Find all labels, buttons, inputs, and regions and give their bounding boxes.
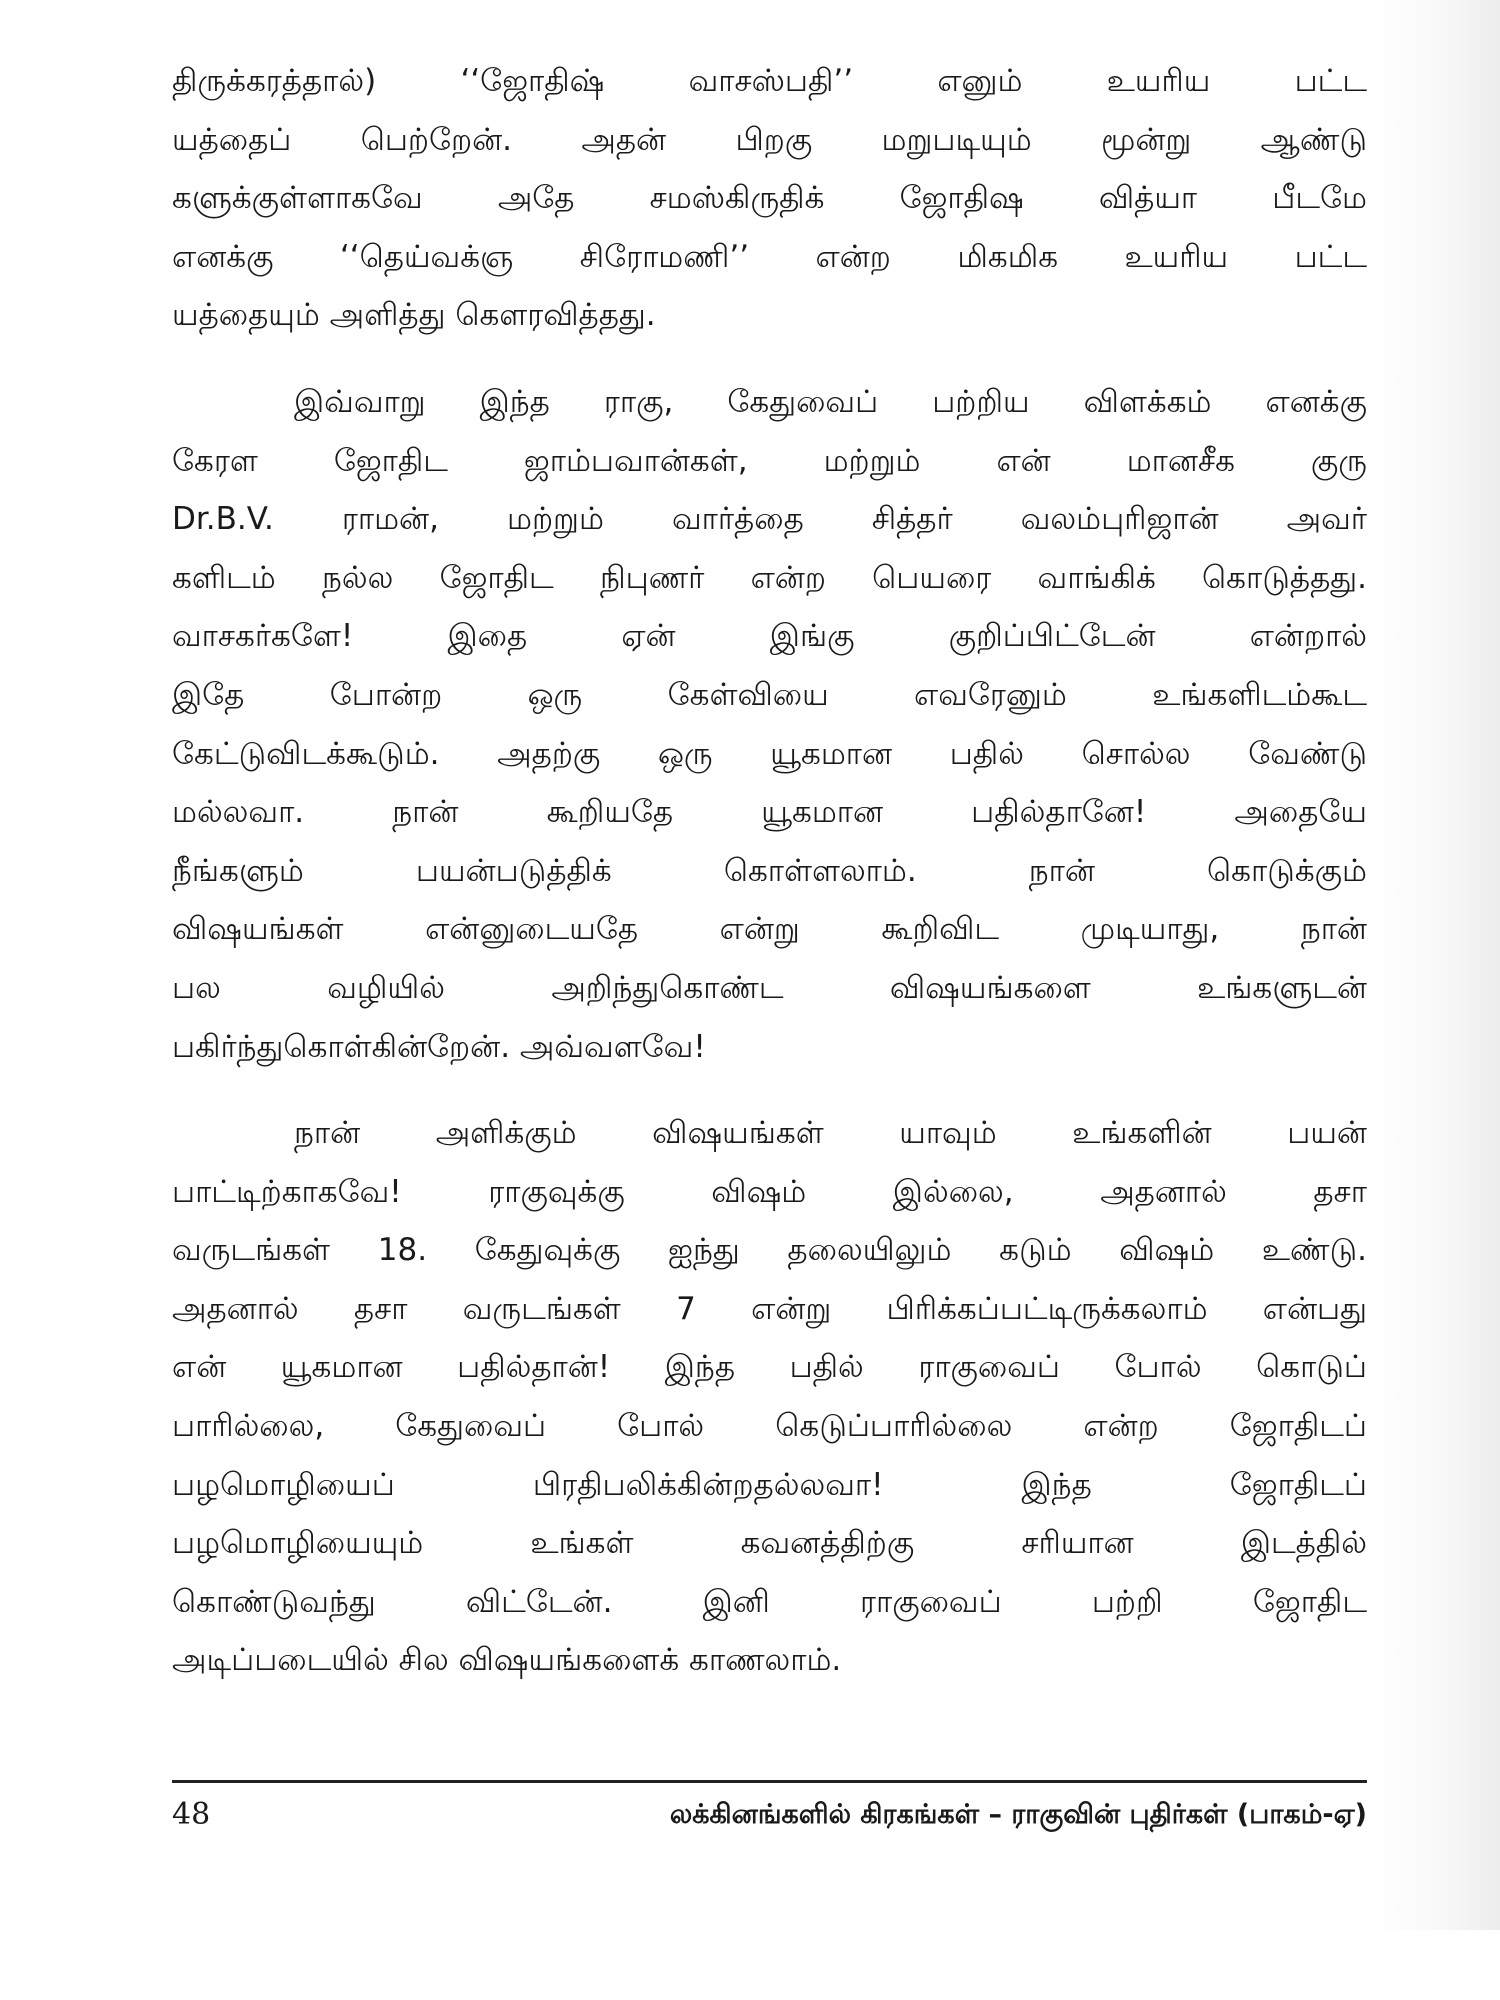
text-line: எனக்கு ‘‘தெய்வக்ஞ சிரோமணி’’ என்ற மிகமிக உயரிய பட்ட bbox=[172, 238, 1367, 275]
text-line: யத்தையும் அளித்து கௌரவித்தது. bbox=[172, 297, 656, 334]
text-line: வாசகர்களே! இதை ஏன் இங்கு குறிப்பிட்டேன் என்றால் bbox=[172, 618, 1367, 655]
text-line: நீங்களும் பயன்படுத்திக் கொள்ளலாம். நான் கொடுக்கும் bbox=[172, 852, 1367, 889]
paragraph-gap bbox=[172, 345, 1367, 373]
text-line: அதனால் தசா வருடங்கள் 7 என்று பிரிக்கப்பட்டிருக்கலாம் என்பது bbox=[172, 1290, 1367, 1327]
text-line: அடிப்படையில் சில விஷயங்களைக் காணலாம். bbox=[172, 1642, 842, 1679]
text-line: என் யூகமான பதில்தான்! இந்த பதில் ராகுவைப் போல் கொடுப் bbox=[172, 1349, 1367, 1386]
text-line: வருடங்கள் 18. கேதுவுக்கு ஐந்து தலையிலும் கடும் விஷம் உண்டு. bbox=[172, 1232, 1367, 1269]
footer-rule bbox=[172, 1780, 1367, 1783]
page-number: 48 bbox=[172, 1797, 211, 1832]
text-line: திருக்கரத்தால்) ‘‘ஜோதிஷ் வாசஸ்பதி’’ எனும் உயரிய பட்ட bbox=[172, 63, 1367, 99]
text-line: இவ்வாறு இந்த ராகு, கேதுவைப் பற்றிய விளக்கம் எனக்கு bbox=[294, 383, 1367, 420]
text-line: பல வழியில் அறிந்துகொண்ட விஷயங்களை உங்களுடன் bbox=[172, 969, 1367, 1006]
paragraph-gap bbox=[172, 1076, 1367, 1104]
text-line: விஷயங்கள் என்னுடையதே என்று கூறிவிட முடியாது, நான் bbox=[172, 911, 1367, 948]
text-line: கேட்டுவிடக்கூடும். அதற்கு ஒரு யூகமான பதில் சொல்ல வேண்டு bbox=[172, 735, 1367, 772]
text-line: நான் அளிக்கும் விஷயங்கள் யாவும் உங்களின் பயன் bbox=[294, 1115, 1367, 1152]
text-line: மல்லவா. நான் கூறியதே யூகமான பதில்தானே! அதையே bbox=[172, 794, 1367, 831]
text-line: Dr.B.V. ராமன், மற்றும் வார்த்தை சித்தர் வலம்புரிஜான் அவர் bbox=[172, 501, 1367, 538]
text-line: இதே போன்ற ஒரு கேள்வியை எவரேனும் உங்களிடம்கூட bbox=[172, 676, 1367, 713]
text-line: கொண்டுவந்து விட்டேன். இனி ராகுவைப் பற்றி ஜோதிட bbox=[172, 1583, 1367, 1620]
page-edge-shadow bbox=[1365, 0, 1500, 1930]
paragraph-2 bbox=[172, 373, 1367, 1076]
paragraph-3 bbox=[172, 1104, 1367, 1690]
text-line: பழமொழியைப் பிரதிபலிக்கின்றதல்லவா! இந்த ஜோதிடப் bbox=[172, 1466, 1367, 1503]
text-line: யத்தைப் பெற்றேன். அதன் பிறகு மறுபடியும் மூன்று ஆண்டு bbox=[172, 121, 1367, 158]
paragraph-1 bbox=[172, 52, 1367, 345]
running-title: லக்கினங்களில் கிரகங்கள் – ராகுவின் புதிர்கள் (பாகம்-ஏ) bbox=[669, 1799, 1367, 1830]
text-line: கேரள ஜோதிட ஜாம்பவான்கள், மற்றும் என் மானசீக குரு bbox=[172, 442, 1367, 479]
page-body bbox=[172, 52, 1367, 1690]
text-line: பாட்டிற்காகவே! ராகுவுக்கு விஷம் இல்லை, அதனால் தசா bbox=[172, 1173, 1367, 1210]
text-line: பாரில்லை, கேதுவைப் போல் கெடுப்பாரில்லை என்ற ஜோதிடப் bbox=[172, 1408, 1367, 1445]
text-line: பழமொழியையும் உங்கள் கவனத்திற்கு சரியான இடத்தில் bbox=[172, 1525, 1367, 1562]
text-line: களுக்குள்ளாகவே அதே சமஸ்கிருதிக் ஜோதிஷ வித்யா பீடமே bbox=[172, 180, 1367, 217]
text-line: களிடம் நல்ல ஜோதிட நிபுணர் என்ற பெயரை வாங்கிக் கொடுத்தது. bbox=[172, 559, 1367, 596]
text-line: பகிர்ந்துகொள்கின்றேன். அவ்வளவே! bbox=[172, 1028, 706, 1065]
